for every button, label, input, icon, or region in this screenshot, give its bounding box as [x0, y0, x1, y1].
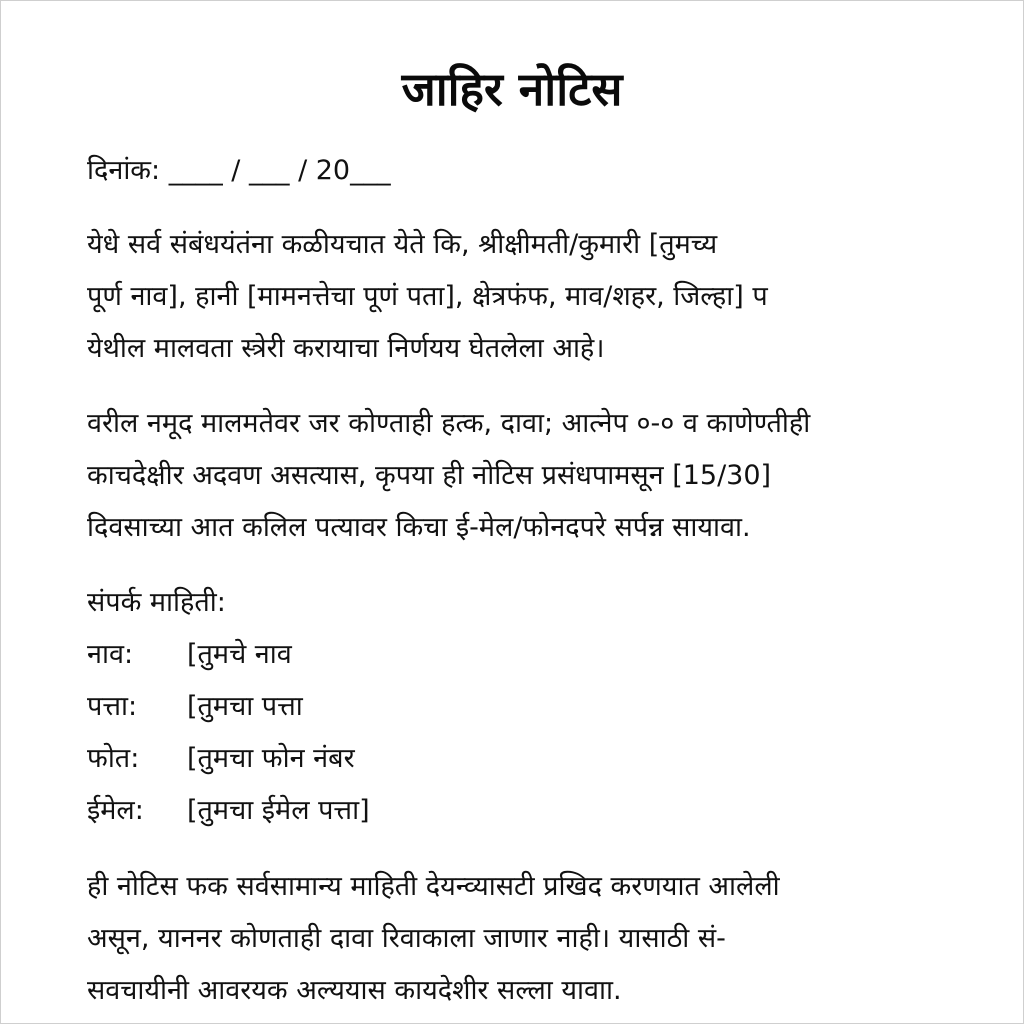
paragraph-line: सवचायीनी आवरयक अल्ययास कायदेशीर सल्ला यावाा.	[87, 975, 622, 1006]
contact-label: फोत:	[87, 743, 140, 774]
date-line: दिनांक: ____ / ___ / 20___	[87, 155, 391, 186]
contact-label: ईमेल:	[87, 795, 144, 826]
contact-row-phone	[87, 737, 370, 789]
paragraph-line: दिवसाच्या आत कलिल पत्यावर किचा ई-मेल/फोनदपरे सर्पन्न सायावा.	[87, 512, 751, 543]
paragraph-sale-intent	[87, 219, 967, 375]
paragraph-disclaimer	[87, 861, 967, 1017]
contact-details	[87, 633, 370, 841]
paragraph-line: येथील मालवता स्त्रेरी करायाचा निर्णयय घेतलेला आहे।	[87, 333, 605, 364]
paragraph-line: पूर्ण नाव], हानी [मामनत्तेचा पूणं पता], क्षेत्रफंफ, माव/शहर, जिल्हा] प	[87, 281, 768, 312]
paragraph-line: वरील नमूद मालमतेवर जर कोण्ताही हत्क, दावा; आत्नेप ०-० व काणेण्तीही	[87, 408, 811, 439]
paragraph-line: काचदेक्षीर अदवण असत्यास, कृपया ही नोटिस प्रसंधपामसून [15/30]	[87, 460, 772, 491]
paragraph-line: येधे सर्व संबंधयंतंना कळीयचात येते कि, श्रीक्षीमती/कुमारी [तुमच्य	[87, 229, 718, 260]
paragraph-objection	[87, 398, 967, 554]
contact-value: [तुमचा पत्ता	[187, 691, 303, 722]
contact-label: पत्ता:	[87, 691, 138, 722]
paragraph-line: असून, याननर कोणताही दावा रिवाकाला जाणार नाही। यासाठी सं-	[87, 923, 726, 954]
contact-label: नाव:	[87, 639, 134, 670]
notice-title: जाहिर नोटिस	[401, 62, 623, 116]
contact-value: [तुमचा ईमेल पत्ता]	[187, 795, 370, 826]
contact-value: [तुमचे नाव	[187, 639, 292, 670]
contact-value: [तुमचा फोन नंबर	[187, 743, 355, 774]
contact-row-name	[87, 633, 370, 685]
paragraph-line: ही नोटिस फक सर्वसामान्य माहिती देयन्व्यासटी प्रखिद करणयात आलेली	[87, 871, 780, 902]
contact-heading: संपर्क माहिती:	[87, 587, 226, 618]
contact-row-address	[87, 685, 370, 737]
contact-row-email	[87, 789, 370, 841]
